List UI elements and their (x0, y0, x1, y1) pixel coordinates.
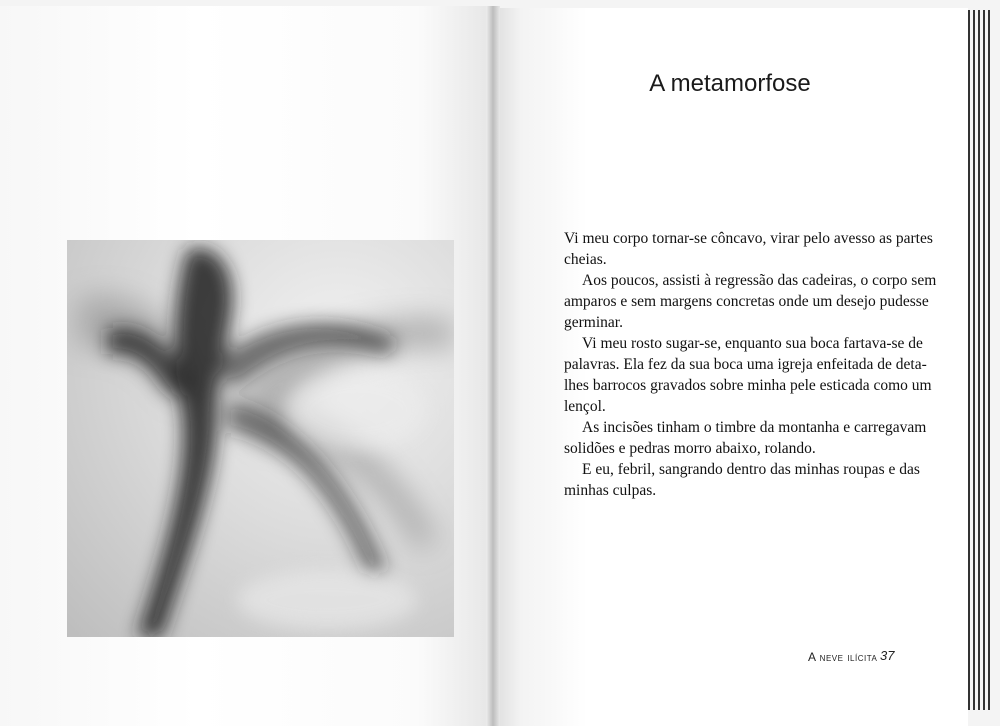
book-gutter (486, 6, 500, 726)
text-line: palavras. Ela fez da sua boca uma igreja enfeitada de deta- (564, 356, 927, 373)
blurred-lily-photograph (67, 240, 454, 637)
paragraph (564, 270, 937, 333)
text-line: amparos e sem margens concretas onde um desejo pudesse (564, 293, 929, 310)
text-line: lençol. (564, 398, 606, 415)
text-line: Aos poucos, assisti à regressão das cadeiras, o corpo sem (582, 272, 937, 289)
text-line: As incisões tinham o timbre da montanha e carregavam (582, 419, 927, 436)
text-line: Vi meu corpo tornar-se côncavo, virar pelo avesso as partes (564, 230, 933, 247)
text-line: E eu, febril, sangrando dentro das minhas roupas e das (582, 461, 920, 478)
text-line: Vi meu rosto sugar-se, enquanto sua boca fartava-se de (582, 335, 923, 352)
paragraph (564, 459, 920, 501)
text-line: solidões e pedras morro abaixo, rolando. (564, 440, 816, 457)
page-edges (966, 10, 992, 710)
poem-text (564, 228, 937, 501)
paragraph (564, 333, 932, 417)
lily-silhouette (67, 240, 454, 637)
chapter-title: A metamorfose (649, 70, 811, 97)
text-line: cheias. (564, 251, 607, 268)
paragraph (564, 228, 933, 270)
text-line: germinar. (564, 314, 623, 331)
text-line: lhes barrocos gravados sobre minha pele esticada como um (564, 377, 932, 394)
paragraph (564, 417, 927, 459)
running-footer-book-title: A neve ilícita (808, 650, 878, 664)
text-line: minhas culpas. (564, 482, 657, 499)
page-number: 37 (880, 648, 895, 663)
